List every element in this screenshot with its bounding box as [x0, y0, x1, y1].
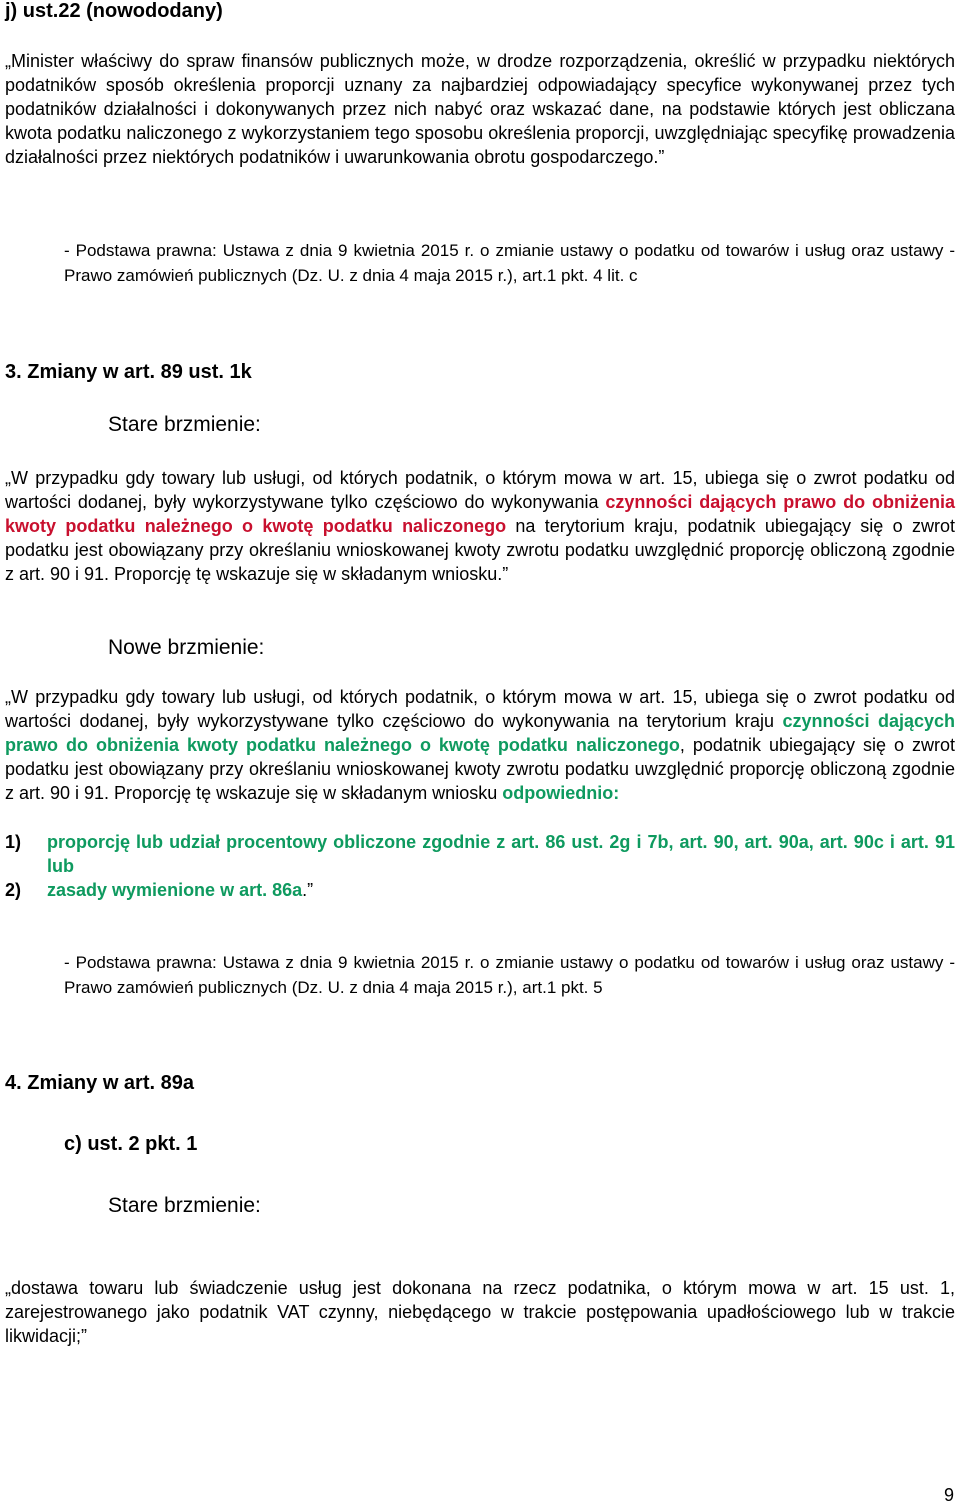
list-number-1: 1)	[5, 832, 22, 852]
legal-basis-2: - Podstawa prawna: Ustawa z dnia 9 kwietnia 2015 r. o zmianie ustawy o podatku od towarów i usług oraz ustawy - Prawo zamówień publicznych (Dz. U. z dnia 4 maja 2015 r.), art.1 pkt. 5	[64, 953, 955, 997]
old-wording-label-1: Stare brzmienie:	[108, 413, 261, 436]
legal-basis-1: - Podstawa prawna: Ustawa z dnia 9 kwietnia 2015 r. o zmianie ustawy o podatku od towarów i usług oraz ustawy - Prawo zamówień publicznych (Dz. U. z dnia 4 maja 2015 r.), art.1 pkt. 4 lit. c	[64, 241, 955, 285]
list-text-2-tail: .”	[302, 880, 314, 900]
list-text-1: proporcję lub udział procentowy obliczone zgodnie z art. 86 ust. 2g i 7b, art. 90, art. 90a, art. 90c i art. 91 lub	[47, 832, 955, 876]
new-text-part1: „W przypadku gdy towary lub usługi, od których podatnik, o którym mowa w art. 15, ubiega się o zwrot podatku od wartości dodanej, były wykorzystywane tylko częściowo do wykonywania na terytorium kraju	[5, 687, 955, 731]
old-wording-text-2: „dostawa towaru lub świadczenie usług jest dokonana na rzecz podatnika, o którym mowa w art. 15 ust. 1, zarejestrowanego jako podatnik VAT czynny, niebędącego w trakcie postępowania upadłościowego lub w trakcie likwidacji;”	[5, 1278, 955, 1346]
old-text-part2: na terytorium kraju, podatnik ubiegający się o zwrot podatku jest obowiązany przy określaniu wnioskowanej kwoty zwrotu podatku uwzględnić proporcję obliczoną zgodnie z art. 90 i 91. Proporcję tę wskazuje się w składanym wniosku.”	[5, 516, 955, 584]
new-text-highlight-1: czynności dających prawo do obniżenia kwoty podatku należnego o kwotę podatku naliczonego	[5, 711, 955, 755]
new-text-part2: , podatnik ubiegający się o zwrot podatku jest obowiązany przy określaniu wnioskowanej kwoty zwrotu podatku uwzględnić proporcję obliczoną zgodnie z art. 90 i 91. Proporcję tę wskazuje się w składanym wniosku	[5, 735, 955, 803]
list-number-2: 2)	[5, 880, 22, 900]
section-heading-4: 4. Zmiany w art. 89a	[5, 1072, 194, 1094]
page-number: 9	[943, 1485, 954, 1505]
list-item-1	[5, 830, 955, 878]
new-wording-text-1	[5, 685, 955, 805]
list-text-2	[47, 878, 955, 902]
list-text-2-main: zasady wymienione w art. 86a	[47, 880, 303, 900]
list-item-2	[5, 878, 955, 902]
section-heading-j: j) ust.22 (nowododany)	[5, 0, 223, 22]
new-wording-label-1: Nowe brzmienie:	[108, 636, 265, 659]
paragraph-regulation: „Minister właściwy do spraw finansów publicznych może, w drodze rozporządzenia, określić w przypadku niektórych podatników sposób określenia proporcji uznany za najbardziej odpowiadający specyfice wykonywanej przez tych podatników działalności i dokonywanych przez nich nabyć oraz wskazać dane, na podstawie których jest obliczana kwota podatku naliczonego z wykorzystaniem tego sposobu określenia proporcji, uwzględniając specyfikę prowadzenia działalności przez niektórych podatników i uwarunkowania obrotu gospodarczego.”	[5, 51, 955, 167]
new-text-highlight-2: odpowiednio:	[502, 783, 620, 803]
old-text-part1: „W przypadku gdy towary lub usługi, od których podatnik, o którym mowa w art. 15, ubiega się o zwrot podatku od wartości dodanej, były wykorzystywane tylko częściowo do wykonywania	[5, 468, 955, 512]
old-wording-label-2: Stare brzmienie:	[108, 1194, 261, 1217]
old-text-highlight: czynności dających prawo do obniżenia kwoty podatku należnego o kwotę podatku naliczonego	[5, 492, 955, 536]
section-heading-3: 3. Zmiany w art. 89 ust. 1k	[5, 361, 252, 383]
old-wording-text-1	[5, 466, 955, 586]
subsection-heading-c: c) ust. 2 pkt. 1	[64, 1133, 198, 1155]
